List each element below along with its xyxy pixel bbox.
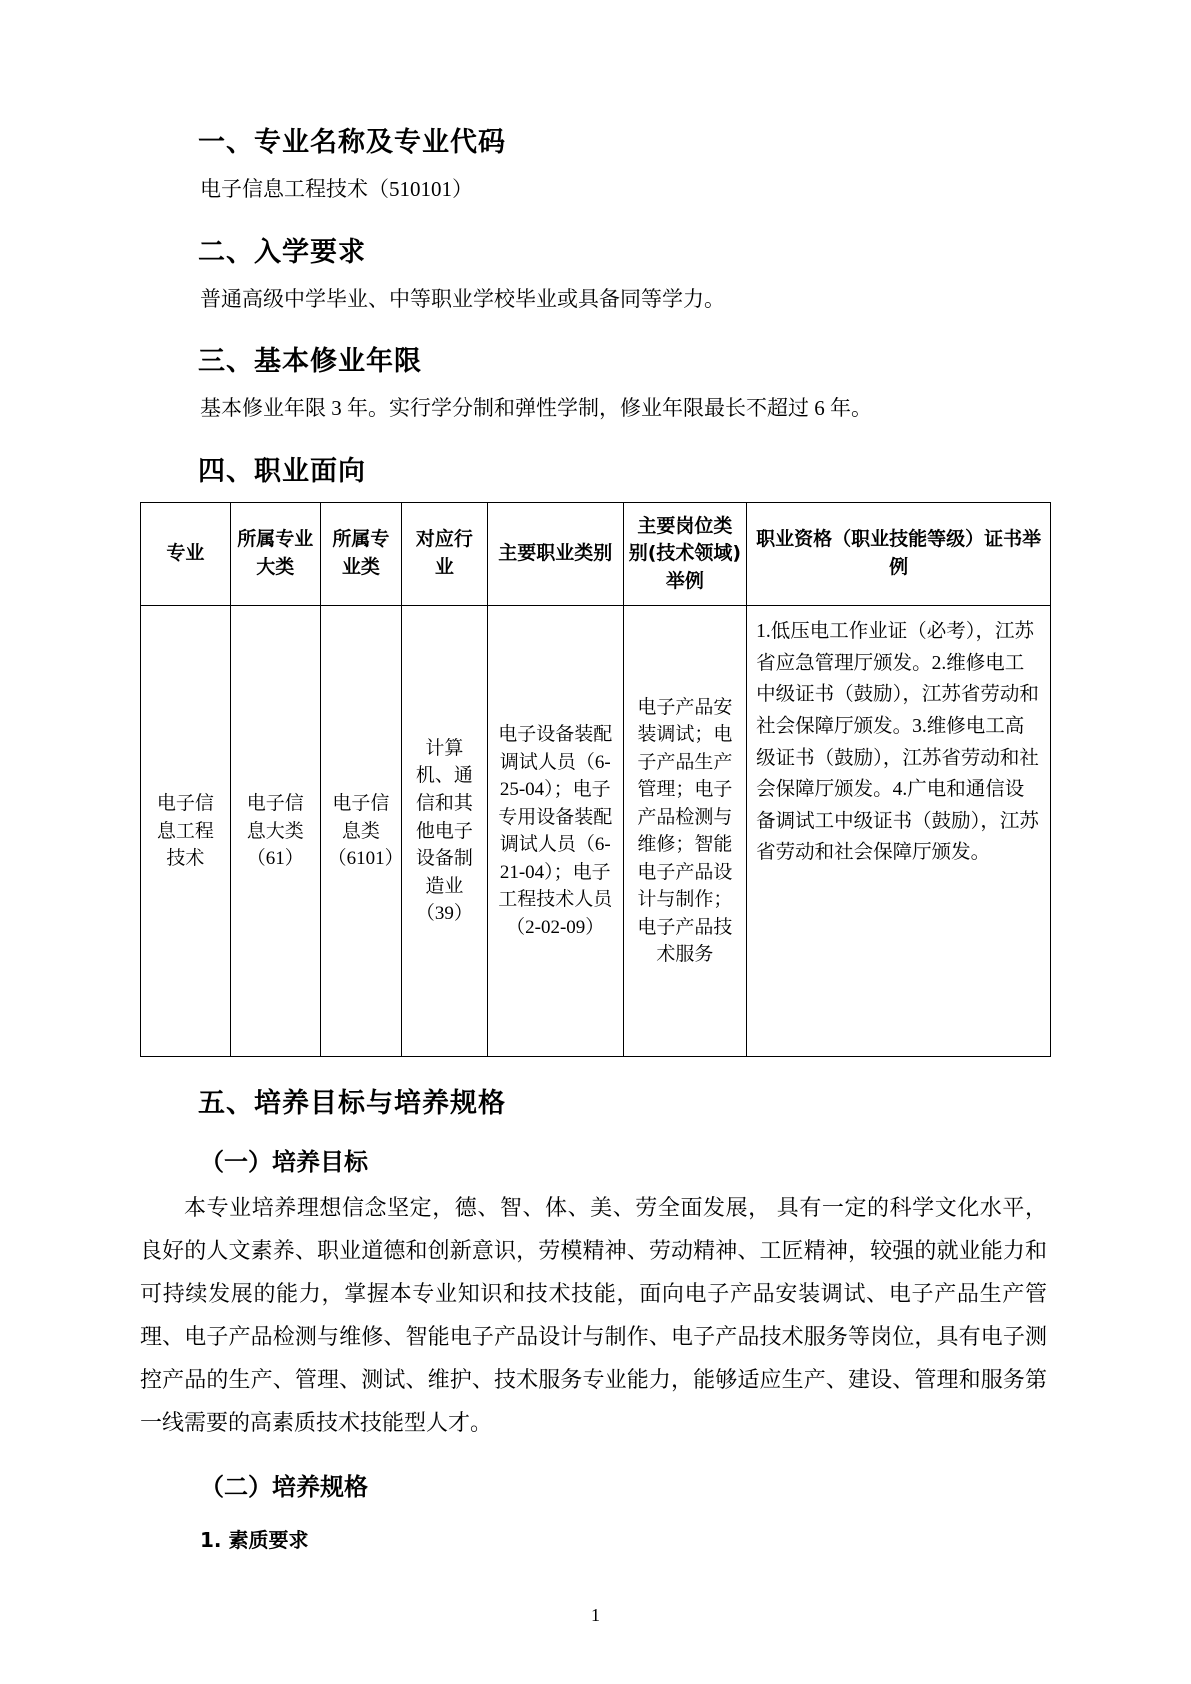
heading-basic-duration: 三、基本修业年限 (198, 346, 422, 378)
page-number: 1 (591, 1605, 600, 1625)
table-header-industry: 对应行业 (402, 502, 488, 606)
heading-entry-requirements: 二、入学要求 (198, 236, 366, 268)
text-basic-duration: 基本修业年限 3 年。实行学分制和弹性学制，修业年限最长不超过 6 年。 (200, 396, 872, 421)
table-header-major-category: 所属专业大类 (230, 502, 320, 606)
table-header-row (141, 502, 1051, 606)
cell-industry: 计算机、通信和其他电子设备制造业（39） (402, 606, 488, 1057)
text-major-name-code: 电子信息工程技术（510101） (200, 177, 473, 201)
cell-major-class: 电子信息类（6101） (320, 606, 401, 1057)
heading-training-spec: （二）培养规格 (200, 1472, 368, 1501)
text-training-goal: 本专业培养理想信念坚定，德、智、体、美、劳全面发展， 具有一定的科学文化水平，良好的人文素养、职业道德和创新意识，劳模精神、劳动精神、工匠精神，较强的就业能力和可持续发展的能力，掌握本专业知识和技术技能，面向电子产品安装调试、电子产品生产管理、电子产品检测与维修、智能电子产品设计与制作、电子产品技术服务等岗位，具有电子测控产品的生产、管理、测试、维护、技术服务专业能力，能够适应生产、建设、管理和服务第一线需要的高素质技术技能型人才。 (140, 1195, 1047, 1435)
table-header-major-class: 所属专业类 (320, 502, 401, 606)
heading-career-orientation: 四、职业面向 (198, 455, 366, 487)
heading-training-goal: （一）培养目标 (200, 1148, 368, 1177)
cell-occupation-category: 电子设备装配调试人员（6-25-04）；电子专用设备装配调试人员（6-21-04）；电子工程技术人员（2-02-09） (487, 606, 623, 1057)
career-orientation-table (140, 502, 1051, 1058)
table-header-certificates: 职业资格（职业技能等级）证书举例 (747, 502, 1051, 606)
table-row (141, 606, 1051, 1057)
heading-major-name-code: 一、专业名称及专业代码 (198, 127, 506, 158)
text-entry-requirements: 普通高级中学毕业、中等职业学校毕业或具备同等学力。 (200, 286, 725, 311)
cell-major: 电子信息工程技术 (141, 606, 231, 1057)
cell-post-category: 电子产品安装调试；电子产品生产管理；电子产品检测与维修；智能电子产品设计与制作；电子产品技术服务 (623, 606, 746, 1057)
heading-training-goal-spec: 五、培养目标与培养规格 (198, 1088, 506, 1120)
table-header-occupation-category: 主要职业类别 (487, 502, 623, 606)
cell-major-category: 电子信息大类（61） (230, 606, 320, 1057)
heading-quality-requirements: 1. 素质要求 (200, 1527, 309, 1552)
table-header-major: 专业 (141, 502, 231, 606)
table-header-post-category: 主要岗位类别(技术领域)举例 (623, 502, 746, 606)
cell-certificates: 1.低压电工作业证（必考），江苏省应急管理厅颁发。2.维修电工中级证书（鼓励），江苏省劳动和社会保障厅颁发。3.维修电工高级证书（鼓励），江苏省劳动和社会保障厅颁发。4.广电和通信设备调试工中级证书（鼓励），江苏省劳动和社会保障厅颁发。 (747, 606, 1051, 1057)
